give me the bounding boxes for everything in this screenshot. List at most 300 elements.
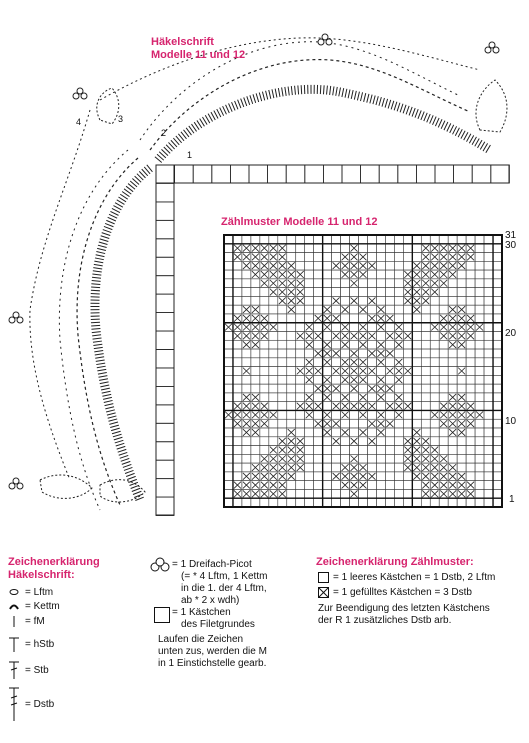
filled-cell — [332, 437, 341, 446]
empty-cell — [430, 349, 439, 358]
empty-cell — [385, 489, 394, 498]
empty-cell — [305, 349, 314, 358]
filled-cell — [430, 288, 439, 297]
empty-cell — [359, 349, 368, 358]
empty-cell — [439, 235, 448, 244]
filled-cell — [350, 332, 359, 341]
filled-cell — [278, 463, 287, 472]
empty-cell — [314, 305, 323, 314]
filled-cell — [421, 463, 430, 472]
filled-cell — [269, 481, 278, 490]
empty-cell — [475, 489, 484, 498]
filled-cell — [430, 279, 439, 288]
empty-cell — [332, 288, 341, 297]
empty-cell — [323, 244, 332, 253]
empty-cell — [403, 481, 412, 490]
empty-cell — [323, 288, 332, 297]
empty-cell — [439, 498, 448, 507]
empty-cell — [484, 481, 493, 490]
empty-cell — [484, 332, 493, 341]
filled-cell — [448, 270, 457, 279]
empty-cell — [466, 463, 475, 472]
empty-cell — [484, 270, 493, 279]
empty-cell — [439, 437, 448, 446]
filled-cell — [359, 463, 368, 472]
filled-cell — [260, 489, 269, 498]
empty-cell — [475, 393, 484, 402]
empty-cell — [394, 419, 403, 428]
empty-cell — [448, 349, 457, 358]
row-number-31: 31 — [505, 230, 517, 241]
empty-cell — [287, 235, 296, 244]
empty-cell — [466, 270, 475, 279]
empty-cell — [376, 498, 385, 507]
empty-cell — [466, 367, 475, 376]
empty-cell — [448, 279, 457, 288]
row-number-1: 1 — [509, 494, 515, 505]
filled-cell — [251, 463, 260, 472]
filled-cell — [439, 454, 448, 463]
legend-label-tr: = Dstb — [25, 698, 55, 710]
empty-cell — [260, 437, 269, 446]
filled-cell — [421, 446, 430, 455]
diagram-mark-1: 1 — [187, 150, 193, 160]
empty-cell — [260, 367, 269, 376]
filled-cell — [332, 314, 341, 323]
filled-cell — [367, 349, 376, 358]
filled-cell — [278, 261, 287, 270]
empty-cell — [251, 358, 260, 367]
filled-cell — [278, 296, 287, 305]
filled-cell — [350, 279, 359, 288]
empty-cell — [305, 270, 314, 279]
empty-cell — [466, 279, 475, 288]
empty-cell — [412, 244, 421, 253]
empty-cell — [466, 340, 475, 349]
filled-cell — [466, 253, 475, 262]
empty-cell — [493, 305, 502, 314]
empty-cell — [224, 235, 233, 244]
empty-cell — [350, 428, 359, 437]
filled-cell — [439, 472, 448, 481]
empty-cell — [403, 235, 412, 244]
empty-cell — [269, 428, 278, 437]
filled-cell — [385, 419, 394, 428]
empty-cell — [251, 349, 260, 358]
empty-cell — [484, 261, 493, 270]
filled-cell — [260, 323, 269, 332]
empty-cell — [233, 454, 242, 463]
empty-cell — [251, 235, 260, 244]
triple-picot-icon — [149, 556, 171, 574]
empty-cell — [475, 279, 484, 288]
filled-cell — [242, 261, 251, 270]
filet-box — [286, 165, 305, 183]
empty-cell — [412, 498, 421, 507]
filet-box — [398, 165, 417, 183]
empty-cell — [466, 384, 475, 393]
empty-cell — [251, 454, 260, 463]
empty-cell — [466, 454, 475, 463]
filled-cell — [314, 332, 323, 341]
filled-cell — [430, 253, 439, 262]
empty-cell — [224, 253, 233, 262]
filled-cell — [439, 323, 448, 332]
crochet-title-2: Modelle 11 und 12 — [151, 49, 246, 61]
filled-cell — [367, 384, 376, 393]
empty-cell — [323, 454, 332, 463]
filled-cell — [457, 340, 466, 349]
empty-cell — [439, 288, 448, 297]
empty-cell — [412, 340, 421, 349]
empty-cell — [475, 340, 484, 349]
empty-cell — [367, 253, 376, 262]
empty-cell — [296, 253, 305, 262]
empty-cell — [367, 489, 376, 498]
filled-cell — [376, 375, 385, 384]
filled-cell — [332, 261, 341, 270]
filled-cell — [448, 305, 457, 314]
filled-cell — [350, 367, 359, 376]
filled-cell — [412, 270, 421, 279]
empty-cell — [376, 472, 385, 481]
filet-box — [268, 165, 287, 183]
filled-cell — [457, 472, 466, 481]
empty-cell — [394, 288, 403, 297]
filet-box — [156, 276, 174, 294]
empty-cell — [296, 235, 305, 244]
filled-cell — [376, 428, 385, 437]
filled-cell — [466, 323, 475, 332]
empty-cell — [287, 340, 296, 349]
empty-cell — [430, 296, 439, 305]
empty-cell — [421, 410, 430, 419]
filled-cell — [439, 270, 448, 279]
empty-cell — [457, 296, 466, 305]
empty-cell — [242, 446, 251, 455]
empty-cell — [448, 358, 457, 367]
empty-cell — [278, 428, 287, 437]
empty-cell — [394, 244, 403, 253]
filet-box — [156, 183, 174, 201]
empty-cell — [457, 279, 466, 288]
filled-cell — [305, 340, 314, 349]
filet-box — [156, 405, 174, 423]
empty-cell — [305, 253, 314, 262]
empty-cell — [242, 279, 251, 288]
filled-cell — [421, 270, 430, 279]
empty-cell — [332, 454, 341, 463]
empty-cell — [287, 489, 296, 498]
filled-cell — [439, 314, 448, 323]
empty-cell — [493, 472, 502, 481]
empty-cell — [350, 288, 359, 297]
filled-cell — [233, 410, 242, 419]
filled-cell — [403, 437, 412, 446]
empty-cell — [421, 323, 430, 332]
filled-cell — [466, 489, 475, 498]
filled-cell — [376, 340, 385, 349]
filled-cell — [367, 367, 376, 376]
legend-label-slip: = Kettm — [25, 600, 60, 612]
empty-cell — [359, 244, 368, 253]
empty-cell — [493, 270, 502, 279]
filled-cell — [403, 463, 412, 472]
filled-cell — [296, 463, 305, 472]
filled-cell — [251, 305, 260, 314]
empty-cell — [260, 235, 269, 244]
empty-cell — [305, 384, 314, 393]
merge-note-2: unten zus, werden die M — [158, 646, 267, 657]
empty-cell — [466, 288, 475, 297]
empty-cell — [224, 437, 233, 446]
empty-cell — [376, 296, 385, 305]
empty-cell — [305, 454, 314, 463]
empty-cell — [484, 235, 493, 244]
empty-cell — [314, 498, 323, 507]
legend-item-slip — [8, 600, 60, 612]
filled-cell — [457, 305, 466, 314]
empty-cell — [341, 446, 350, 455]
empty-cell — [224, 332, 233, 341]
filled-cell — [323, 349, 332, 358]
filled-cell — [242, 305, 251, 314]
empty-cell — [224, 305, 233, 314]
empty-cell — [484, 489, 493, 498]
empty-cell — [457, 349, 466, 358]
filled-cell — [350, 489, 359, 498]
filled-cell — [457, 481, 466, 490]
empty-cell — [484, 253, 493, 262]
filled-cell — [439, 261, 448, 270]
empty-cell — [412, 402, 421, 411]
filled-cell — [341, 463, 350, 472]
empty-cell — [394, 279, 403, 288]
empty-cell — [367, 288, 376, 297]
empty-cell — [439, 446, 448, 455]
filled-cell — [367, 402, 376, 411]
filled-cell — [350, 472, 359, 481]
filled-cell — [332, 296, 341, 305]
filled-cell — [251, 489, 260, 498]
filet-box — [491, 165, 510, 183]
empty-cell — [278, 498, 287, 507]
filled-cell — [323, 323, 332, 332]
empty-cell — [457, 463, 466, 472]
filled-cell — [260, 261, 269, 270]
empty-cell — [493, 235, 502, 244]
filled-cell — [350, 349, 359, 358]
empty-cell — [296, 384, 305, 393]
filled-cell — [242, 472, 251, 481]
filled-cell — [385, 367, 394, 376]
crochet-title-1: Häkelschrift — [151, 36, 214, 48]
empty-cell — [323, 261, 332, 270]
empty-cell — [475, 454, 484, 463]
filet-box — [156, 497, 174, 515]
empty-cell — [385, 454, 394, 463]
empty-cell — [242, 463, 251, 472]
empty-cell — [260, 384, 269, 393]
empty-cell — [403, 472, 412, 481]
filled-cell — [475, 410, 484, 419]
empty-cell — [224, 472, 233, 481]
empty-cell — [421, 384, 430, 393]
empty-cell — [367, 481, 376, 490]
empty-box-icon — [318, 572, 329, 583]
empty-cell — [457, 446, 466, 455]
filled-cell — [350, 481, 359, 490]
empty-cell — [475, 463, 484, 472]
empty-cell — [323, 481, 332, 490]
empty-cell — [493, 419, 502, 428]
empty-cell — [314, 253, 323, 262]
filled-cell — [296, 437, 305, 446]
filled-cell — [448, 428, 457, 437]
filled-cell — [448, 253, 457, 262]
empty-cell — [448, 296, 457, 305]
filled-cell — [341, 332, 350, 341]
filled-cell — [323, 305, 332, 314]
filled-cell — [439, 253, 448, 262]
empty-cell — [242, 437, 251, 446]
filled-cell — [269, 446, 278, 455]
empty-cell — [439, 393, 448, 402]
picot-line-2: (= * 4 Lftm, 1 Kettm — [181, 571, 268, 582]
filled-cell — [403, 446, 412, 455]
empty-cell — [305, 261, 314, 270]
empty-cell — [484, 367, 493, 376]
empty-cell — [260, 375, 269, 384]
empty-cell — [242, 454, 251, 463]
filet-box — [156, 479, 174, 497]
empty-cell — [403, 384, 412, 393]
filled-cell — [466, 481, 475, 490]
empty-cell — [287, 498, 296, 507]
empty-cell — [278, 402, 287, 411]
empty-cell — [475, 305, 484, 314]
empty-cell — [448, 384, 457, 393]
empty-cell — [394, 296, 403, 305]
empty-cell — [260, 428, 269, 437]
empty-cell — [269, 419, 278, 428]
empty-cell — [385, 270, 394, 279]
empty-cell — [323, 332, 332, 341]
empty-cell — [287, 332, 296, 341]
empty-cell — [385, 323, 394, 332]
filled-cell — [359, 305, 368, 314]
empty-cell — [493, 261, 502, 270]
filled-cell — [403, 332, 412, 341]
filled-cell — [251, 410, 260, 419]
empty-cell — [385, 358, 394, 367]
empty-cell — [224, 314, 233, 323]
half-double-crochet-icon — [8, 635, 20, 653]
empty-cell — [430, 419, 439, 428]
empty-cell — [359, 454, 368, 463]
filled-cell — [314, 314, 323, 323]
empty-cell — [376, 244, 385, 253]
empty-cell — [341, 314, 350, 323]
filled-cell — [448, 314, 457, 323]
empty-cell — [224, 454, 233, 463]
filled-cell — [457, 261, 466, 270]
filled-cell — [430, 410, 439, 419]
filled-cell — [233, 323, 242, 332]
filled-cell — [448, 481, 457, 490]
filled-cell — [466, 314, 475, 323]
empty-cell — [466, 261, 475, 270]
empty-cell — [367, 463, 376, 472]
filled-cell — [359, 481, 368, 490]
empty-cell — [430, 358, 439, 367]
filled-cell — [421, 472, 430, 481]
empty-cell — [350, 498, 359, 507]
empty-cell — [376, 253, 385, 262]
filled-cell — [341, 261, 350, 270]
filet-box — [156, 423, 174, 441]
empty-cell — [367, 305, 376, 314]
empty-cell — [359, 235, 368, 244]
empty-cell — [403, 410, 412, 419]
empty-cell — [233, 305, 242, 314]
empty-cell — [233, 261, 242, 270]
filled-cell — [350, 454, 359, 463]
empty-cell — [341, 244, 350, 253]
filled-cell — [448, 472, 457, 481]
filet-box — [156, 350, 174, 368]
empty-cell — [367, 428, 376, 437]
empty-cell — [359, 446, 368, 455]
filled-cell — [287, 428, 296, 437]
empty-cell — [475, 384, 484, 393]
empty-cell — [403, 305, 412, 314]
filled-cell — [394, 323, 403, 332]
empty-cell — [269, 367, 278, 376]
treble-crochet-icon — [8, 686, 20, 722]
empty-cell — [385, 288, 394, 297]
empty-cell — [314, 454, 323, 463]
filled-cell — [305, 410, 314, 419]
filled-cell — [296, 454, 305, 463]
filled-cell — [278, 244, 287, 253]
empty-cell — [367, 235, 376, 244]
empty-cell — [493, 367, 502, 376]
filled-cell — [278, 279, 287, 288]
empty-cell — [421, 358, 430, 367]
filled-cell — [421, 481, 430, 490]
filet-box — [472, 165, 491, 183]
empty-cell — [394, 446, 403, 455]
filled-cell — [323, 384, 332, 393]
empty-cell — [269, 375, 278, 384]
empty-cell — [278, 367, 287, 376]
empty-cell — [385, 235, 394, 244]
empty-cell — [493, 340, 502, 349]
filled-cell — [242, 410, 251, 419]
filled-cell — [260, 270, 269, 279]
filled-cell — [287, 279, 296, 288]
empty-cell — [260, 288, 269, 297]
empty-cell — [475, 349, 484, 358]
filled-cell — [430, 463, 439, 472]
filled-cell — [341, 358, 350, 367]
empty-cell — [251, 367, 260, 376]
filet-box — [156, 442, 174, 460]
empty-cell — [430, 437, 439, 446]
empty-cell — [224, 288, 233, 297]
filled-cell — [359, 428, 368, 437]
